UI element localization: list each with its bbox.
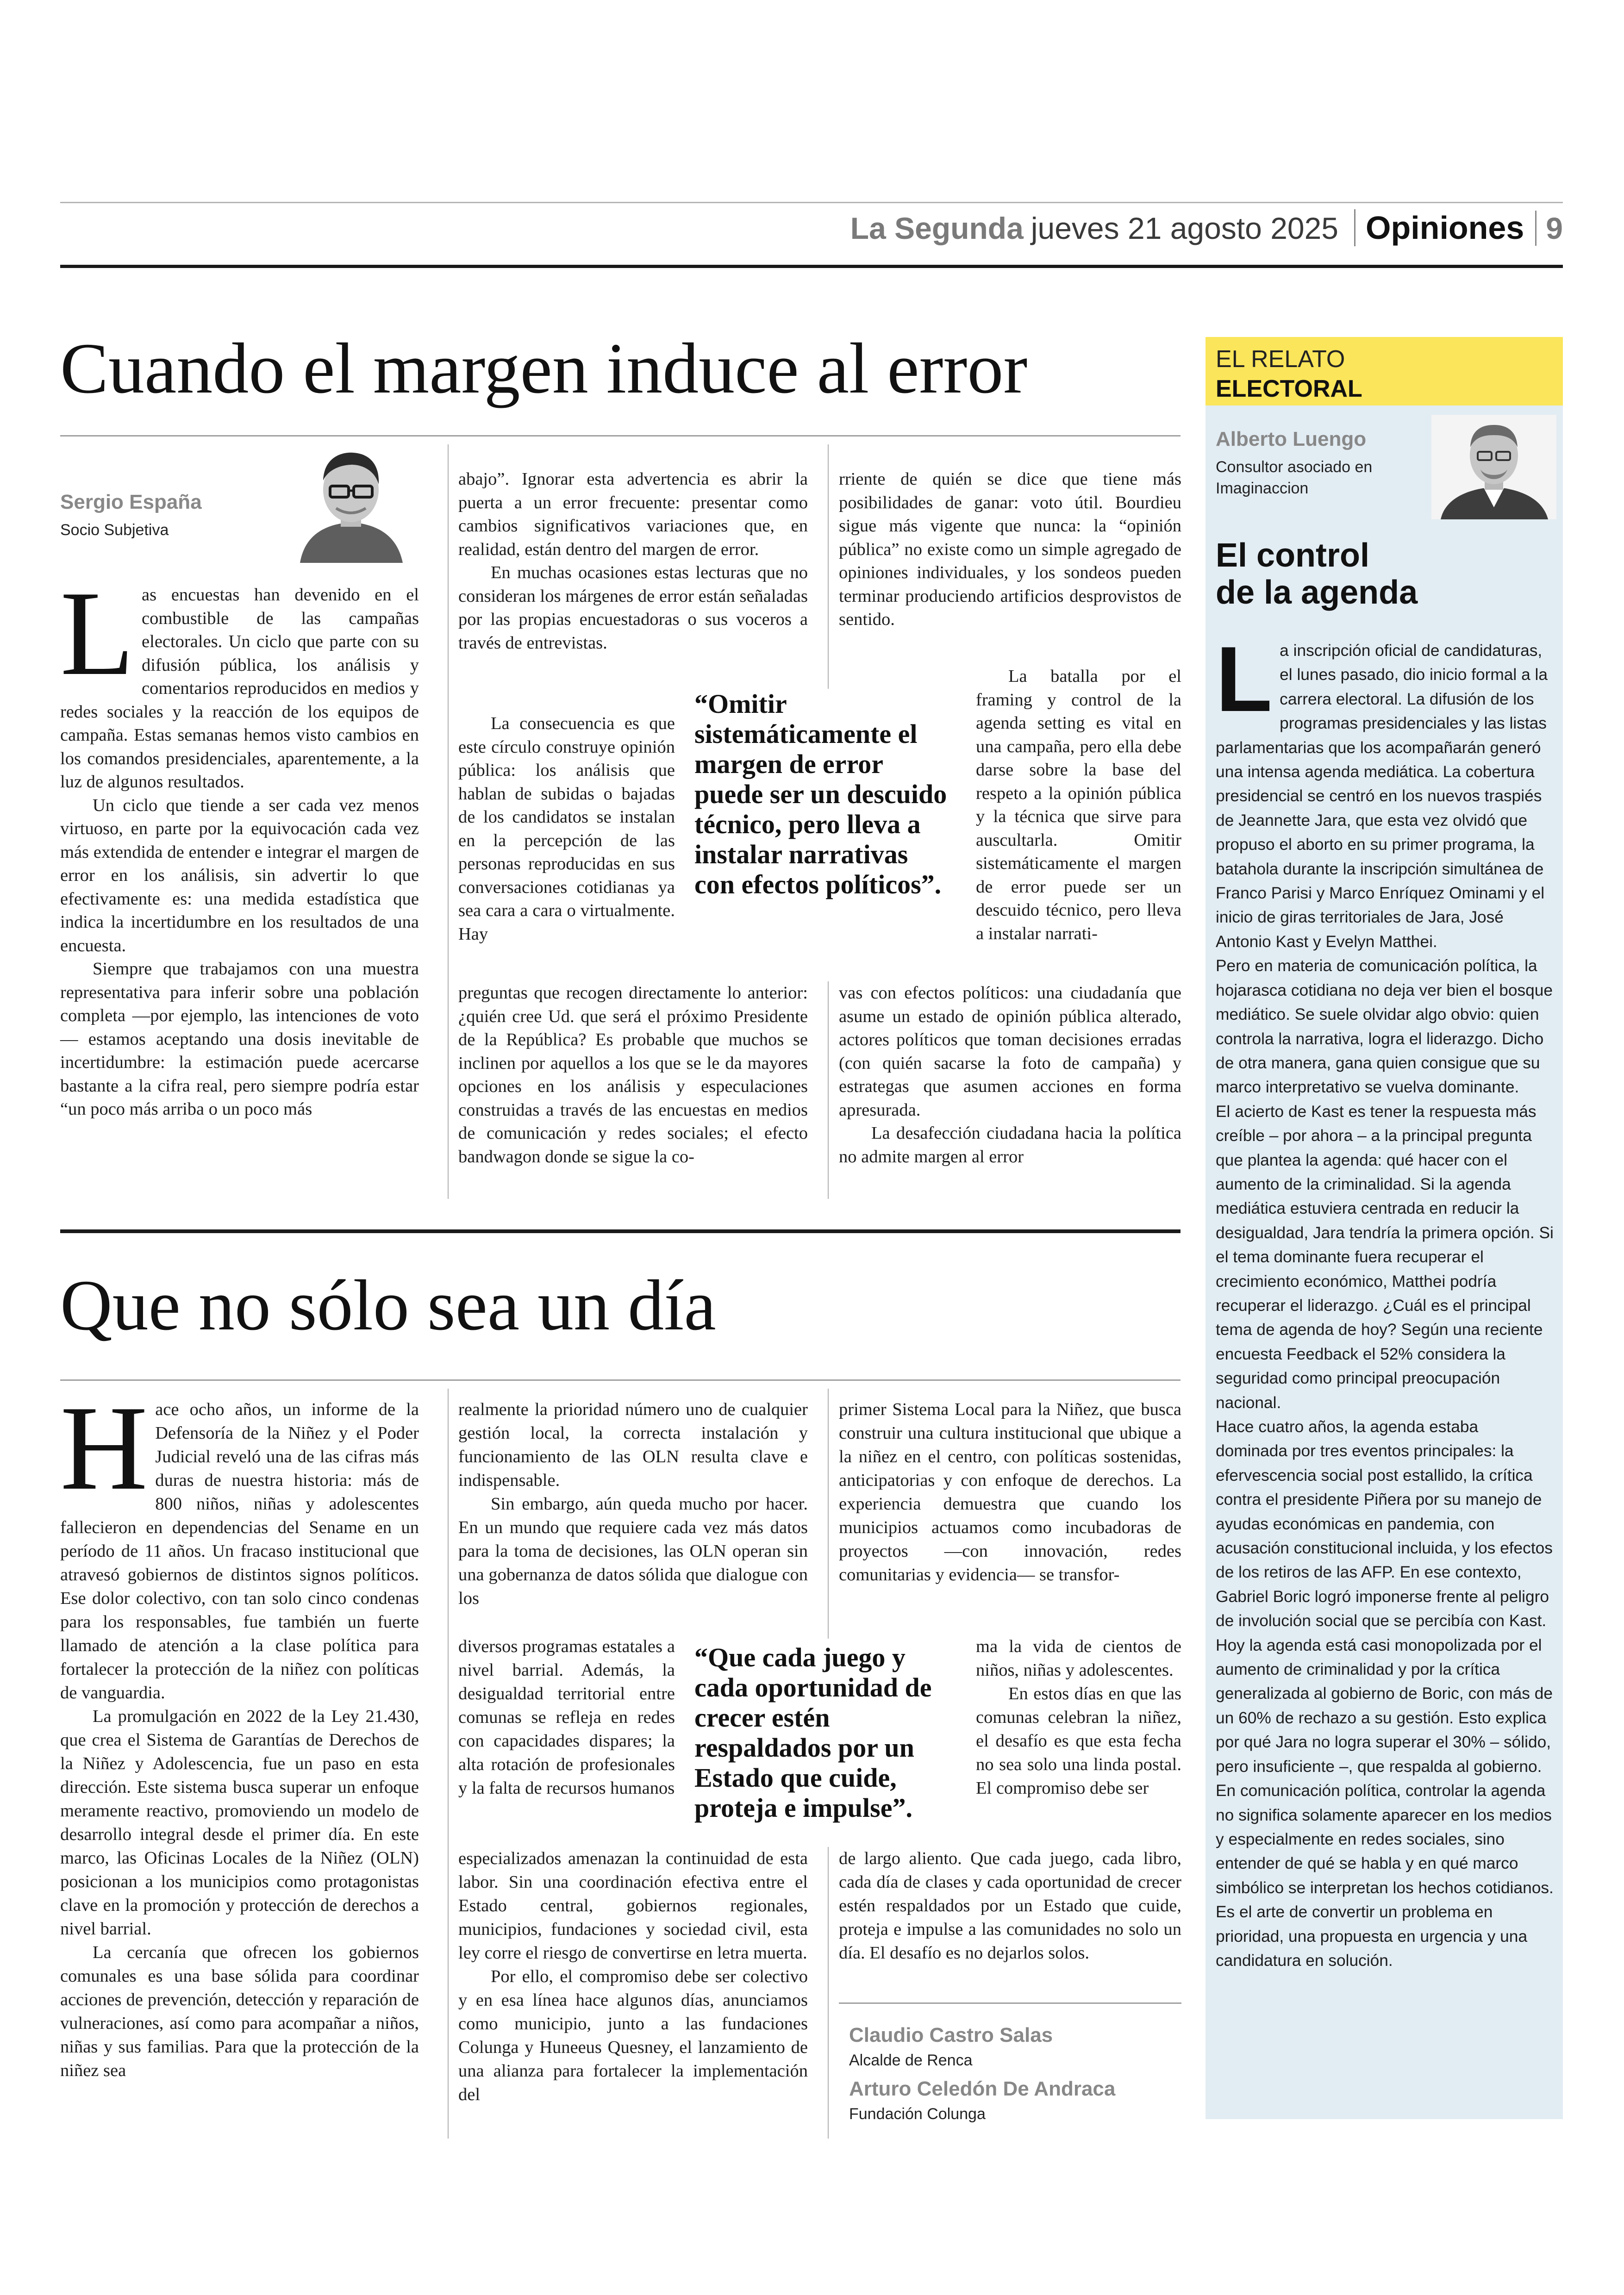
article1-pullquote: “Omitir sistemáticamente el margen de error puede ser un descuido técnico, pero lleva a instalar narrativas con efectos políticos”. — [694, 689, 954, 899]
author-photo-sergio — [281, 443, 420, 563]
article2-headline-rule — [60, 1379, 1181, 1381]
article1-column-3-narrow — [976, 665, 1181, 945]
article1-headline: Cuando el margen induce al error — [60, 328, 1028, 408]
sidebar-paragraph: Hoy la agenda está casi monopolizada por el aumento de criminalidad y por la crítica generalizada al gobierno de Boric, con más de un 60% de rechazo a su gestión. Esto explica por qué Jara no logra superar el 30% – sólido, pero insuficiente –, que respalda al gobierno. — [1216, 1636, 1553, 1776]
section-name: Opiniones — [1354, 209, 1524, 246]
sidebar-kicker-box — [1206, 337, 1563, 405]
article2-column-3-bottom — [839, 1847, 1181, 1965]
article1-paragraph: Un ciclo que tiende a ser cada vez menos virtuoso, en parte por la equivocación cada vez más extendida de entender e integrar el margen de error en los análisis, sin advertir lo que efectivamente es: una medida estadística que indica la incertidumbre en los resultados de una encuesta. — [60, 795, 419, 955]
article2-column-2-bottom — [458, 1847, 808, 2107]
article2-author-name: Arturo Celedón De Andraca — [849, 2077, 1116, 2100]
column-divider — [828, 444, 829, 690]
sidebar-paragraph: En comunicación política, controlar la agenda no significa solamente aparecer en los medios y especialmente en redes sociales, sino entender de qué se habla y en qué marco simbólico se interpretan los hechos cotidianos. Es el arte de convertir un problema en prioridad, una propuesta en urgencia y una candidatura en solución. — [1216, 1782, 1554, 1970]
article1-paragraph: La desafección ciudadana hacia la política no admite margen al error — [839, 1123, 1181, 1166]
masthead-top-rule — [60, 202, 1563, 203]
sidebar-body — [1216, 628, 1554, 1973]
article1-paragraph: La batalla por el framing y control de la agenda setting es vital en una campaña, pero ella debe darse sobre la base del respeto a la opinión pública y la técnica que sirve para auscultarla. Omitir sistemáticamente el margen de error puede ser un descuido técnico, pero lleva a instalar narrati- — [976, 667, 1181, 943]
page-number: 9 — [1535, 211, 1563, 246]
sidebar-paragraph: a inscripción oficial de candidaturas, el lunes pasado, dio inicio formal a la carrera electoral. La difusión de los programas presidenciales y las listas parlamentarias que los acompañarán generó una intensa agenda mediática. La cobertura presidencial se centró en los nuevos traspiés de Jeannette Jara, que esta vez olvidó que propuso el aborto en su primer programa, la batahola durante la inscripción simultánea de Franco Parisi y Marco Enríquez Ominami y el inicio de giras territoriales de Jara, José Antonio Kast y Evelyn Matthei. — [1216, 642, 1548, 951]
article2-author-role: Fundación Colunga — [849, 2105, 986, 2123]
article1-paragraph: vas con efectos políticos: una ciudadanía que asume un estado de opinión pública alterado, actores políticos que toman decisiones erradas (con quién sacarse la foto de campaña) y estrategas que asumen acciones en forma apresurada. — [839, 983, 1181, 1120]
sidebar-author-name: Alberto Luengo — [1216, 428, 1367, 450]
article1-dropcap: L — [60, 566, 135, 700]
article2-column-1 — [60, 1381, 419, 2083]
sidebar-column — [1206, 337, 1563, 2119]
article2-dropcap: H — [60, 1381, 148, 1515]
article2-paragraph: La cercanía que ofrecen los gobiernos comunales es una base sólida para coordinar acciones de prevención, detección y reparación de vulneraciones, así como para acompañar a niños, niñas y sus familias. Para que la protección de la niñez sea — [60, 1943, 419, 2080]
article1-headline-rule — [60, 435, 1181, 437]
sidebar-paragraph: El acierto de Kast es tener la respuesta más creíble – por ahora – a la principal pregunta que plantea la agenda: qué hacer con el aumento de la criminalidad. Si la agenda mediática estuviera centrada en reducir la desigualdad, Jara tendría la primera opción. Si el tema dominante fuera recuperar el crecimiento económico, Matthei podría recuperar el liderazgo. ¿Cuál es el principal tema de agenda de hoy? Según una reciente encuesta Feedback el 52% considera la seguridad como principal preocupación nacional. — [1216, 1102, 1554, 1412]
column-divider — [828, 1847, 829, 2139]
article1-column-2-bottom — [458, 981, 808, 1168]
article2-column-3-narrow — [976, 1635, 1181, 1800]
article2-column-2-top — [458, 1398, 808, 1610]
sidebar-author-role-line1: Consultor asociado en — [1216, 458, 1373, 476]
sidebar-kicker-line2: ELECTORAL — [1216, 375, 1362, 402]
article1-column-2-top — [458, 468, 808, 655]
article1-paragraph: rriente de quién se dice que tiene más posibilidades de ganar: voto útil. Bourdieu sigue más vigente que nunca: la “opinión pública” no existe como un simple agregado de opiniones individuales, y los sondeos pueden terminar produciendo artificios desprovistos de sentido. — [839, 469, 1181, 629]
column-divider — [828, 981, 829, 1199]
article2-paragraph: La promulgación en 2022 de la Ley 21.430, que crea el Sistema de Garantías de Derechos de la Niñez y Adolescencia, fue un paso en esta dirección. Este sistema busca superar un enfoque meramente reactivo, promoviendo un modelo de desarrollo integral desde el primer día. En este marco, las Oficinas Locales de la Niñez (OLN) posicionan a los municipios como protagonistas clave en la promoción y protección de derechos a nivel barrial. — [60, 1707, 419, 1939]
article1-paragraph: preguntas que recogen directamente lo anterior: ¿quién cree Ud. que será el próximo Presidente de la República? Es probable que muchos se inclinen por aquellos a los que se le da mayores opciones en los análisis y especulaciones construidas a través de las encuestas en medios de comunicación y redes sociales; el efecto bandwagon donde se sigue la co- — [458, 983, 808, 1166]
article1-column-1 — [60, 566, 419, 1121]
article1-paragraph: Siempre que trabajamos con una muestra representativa para inferir sobre una población completa —por ejemplo, las intenciones de voto— estamos aceptando una dosis inevitable de incertidumbre: la estimación puede acercarse bastante a la cifra real, pero siempre podría estar “un poco más arriba o un poco más — [60, 959, 419, 1119]
article1-column-3-bottom — [839, 981, 1181, 1168]
article2-headline: Que no sólo sea un día — [60, 1265, 716, 1345]
sidebar-dropcap: L — [1216, 628, 1273, 731]
article2-author-name: Claudio Castro Salas — [849, 2024, 1053, 2046]
sidebar-paragraph: Pero en materia de comunicación política, la hojarasca cotidiana no deja ver bien el bosque mediático. Se suele olvidar algo obvio: quien controla la narrativa, logra el liderazgo. Dicho de otra manera, gana quien consigue que su marco interpretativo se vuelva dominante. — [1216, 957, 1553, 1097]
article-separator-rule — [60, 1229, 1181, 1233]
article1-author-role: Socio Subjetiva — [60, 521, 169, 539]
article1-paragraph: La consecuencia es que este círculo construye opinión pública: los análisis que hablan de subidas o bajadas de los candidatos se instalan en la percepción de las personas reproducidas en sus conversaciones cotidianas ya sea cara a cara o virtualmente. Hay — [458, 714, 675, 944]
article2-author-role: Alcalde de Renca — [849, 2052, 973, 2069]
article1-paragraph: abajo”. Ignorar esta advertencia es abrir la puerta a un error frecuente: presentar como cambios significativos variaciones que, en realidad, están dentro del margen de error. — [458, 469, 808, 559]
issue-date: jueves 21 agosto 2025 — [1031, 211, 1339, 245]
article2-paragraph: primer Sistema Local para la Niñez, que busca construir una cultura institucional que ubique a la niñez en el centro, con políticas sostenidas, anticipatorias y con enfoque de derechos. La experiencia demuestra que cuando los municipios actuamos como incubadoras de proyectos —con innovación, redes comunitarias y evidencia— se transfor- — [839, 1400, 1181, 1584]
sidebar-paragraph: Hace cuatro años, la agenda estaba dominada por tres eventos principales: la efervescencia social post estallido, la crítica contra el presidente Piñera por su manejo de ayudas económicas en pandemia, con acusación constitucional incluida, y los efectos de los retiros de las AFP. En ese contexto, Gabriel Boric logró imponerse frente al peligro de involución social que se percibía con Kast. — [1216, 1418, 1553, 1630]
article2-paragraph: Sin embargo, aún queda mucho por hacer. En un mundo que requiere cada vez más datos para la toma de decisiones, las OLN operan sin una gobernanza de datos sólida que dialogue con los — [458, 1494, 808, 1608]
article2-paragraph: ma la vida de cientos de niños, niñas y adolescentes. — [976, 1637, 1181, 1680]
column-divider — [448, 444, 449, 1199]
article2-paragraph: En estos días en que las comunas celebran la niñez, el desafío es que esta fecha no sea solo una linda postal. El compromiso debe ser — [976, 1684, 1181, 1798]
sidebar-title — [1216, 537, 1558, 611]
article2-paragraph: ace ocho años, un informe de la Defensoría de la Niñez y el Poder Judicial reveló una de las cifras más duras de nuestra historia: más de 800 niños, niñas y adolescentes fallecieron en dependencias del Sename en un período de 11 años. Un fracaso institucional que atravesó gobiernos de distintos signos políticos. Ese dolor colectivo, con tan solo cinco condenas para los responsables, fue también un fuerte llamado de atención a la clase política para fortalecer la protección de la niñez con políticas de vanguardia. — [60, 1400, 419, 1703]
masthead-bottom-rule — [60, 265, 1563, 268]
article1-column-3-top — [839, 468, 1181, 631]
article2-paragraph: de largo aliento. Que cada juego, cada libro, cada día de clases y cada oportunidad de crecer estén respaldados por un Estado que cuide, proteja e impulse a las comunidades no solo un día. El desafío es no dejarlos solos. — [839, 1849, 1181, 1963]
article1-paragraph: as encuestas han devenido en el combustible de las campañas electorales. Un ciclo que parte con su difusión pública, los análisis y comentarios reproducidos en medios y redes sociales y la reacción de los equipos de campaña. Estas semanas hemos visto cambios en los comandos presidenciales, aparentemente, a la luz de algunos resultados. — [60, 585, 419, 792]
sidebar-author-role-line2: Imaginaccion — [1216, 480, 1309, 497]
publication-name: La Segunda — [850, 211, 1024, 245]
signature-rule — [839, 2002, 1181, 2004]
article1-author-name: Sergio España — [60, 491, 202, 513]
article2-column-3-top — [839, 1398, 1181, 1587]
column-divider — [828, 1389, 829, 1639]
article2-paragraph: realmente la prioridad número uno de cualquier gestión local, la correcta instalación y funcionamiento de las OLN resulta clave e indispensable. — [458, 1400, 808, 1490]
sidebar-title-line2: de la agenda — [1216, 574, 1418, 611]
article2-paragraph: especializados amenazan la continuidad de esta labor. Sin una coordinación efectiva entre el Estado central, gobiernos regionales, municipios, fundaciones y sociedad civil, esta ley corre el riesgo de convertirse en letra muerta. — [458, 1849, 808, 1963]
article2-paragraph: Por ello, el compromiso debe ser colectivo y en esa línea hace algunos días, anunciamos como municipio, junto a las fundaciones Colunga y Huneeus Quesney, el lanzamiento de una alianza para fortalecer la implementación del — [458, 1967, 808, 2104]
article1-column-2-narrow — [458, 712, 675, 946]
sidebar-title-line1: El control — [1216, 537, 1370, 574]
article2-pullquote: “Que cada juego y cada oportunidad de crecer estén respaldados por un Estado que cuide, proteja e impulse”. — [694, 1642, 963, 1823]
column-divider — [448, 1389, 449, 2139]
sidebar-kicker-line1: EL RELATO — [1216, 346, 1345, 373]
article2-paragraph: diversos programas estatales a nivel barrial. Además, la desigualdad territorial entre comunas se refleja en redes con capacidades dispares; la alta rotación de profesionales y la falta de recursos humanos — [458, 1637, 675, 1798]
article1-paragraph: En muchas ocasiones estas lecturas que no consideran los márgenes de error están señaladas por las propias encuestadoras o sus voceros a través de entrevistas. — [458, 563, 808, 653]
author-photo-alberto — [1431, 415, 1556, 519]
article2-column-2-narrow — [458, 1635, 675, 1800]
masthead — [60, 209, 1563, 246]
